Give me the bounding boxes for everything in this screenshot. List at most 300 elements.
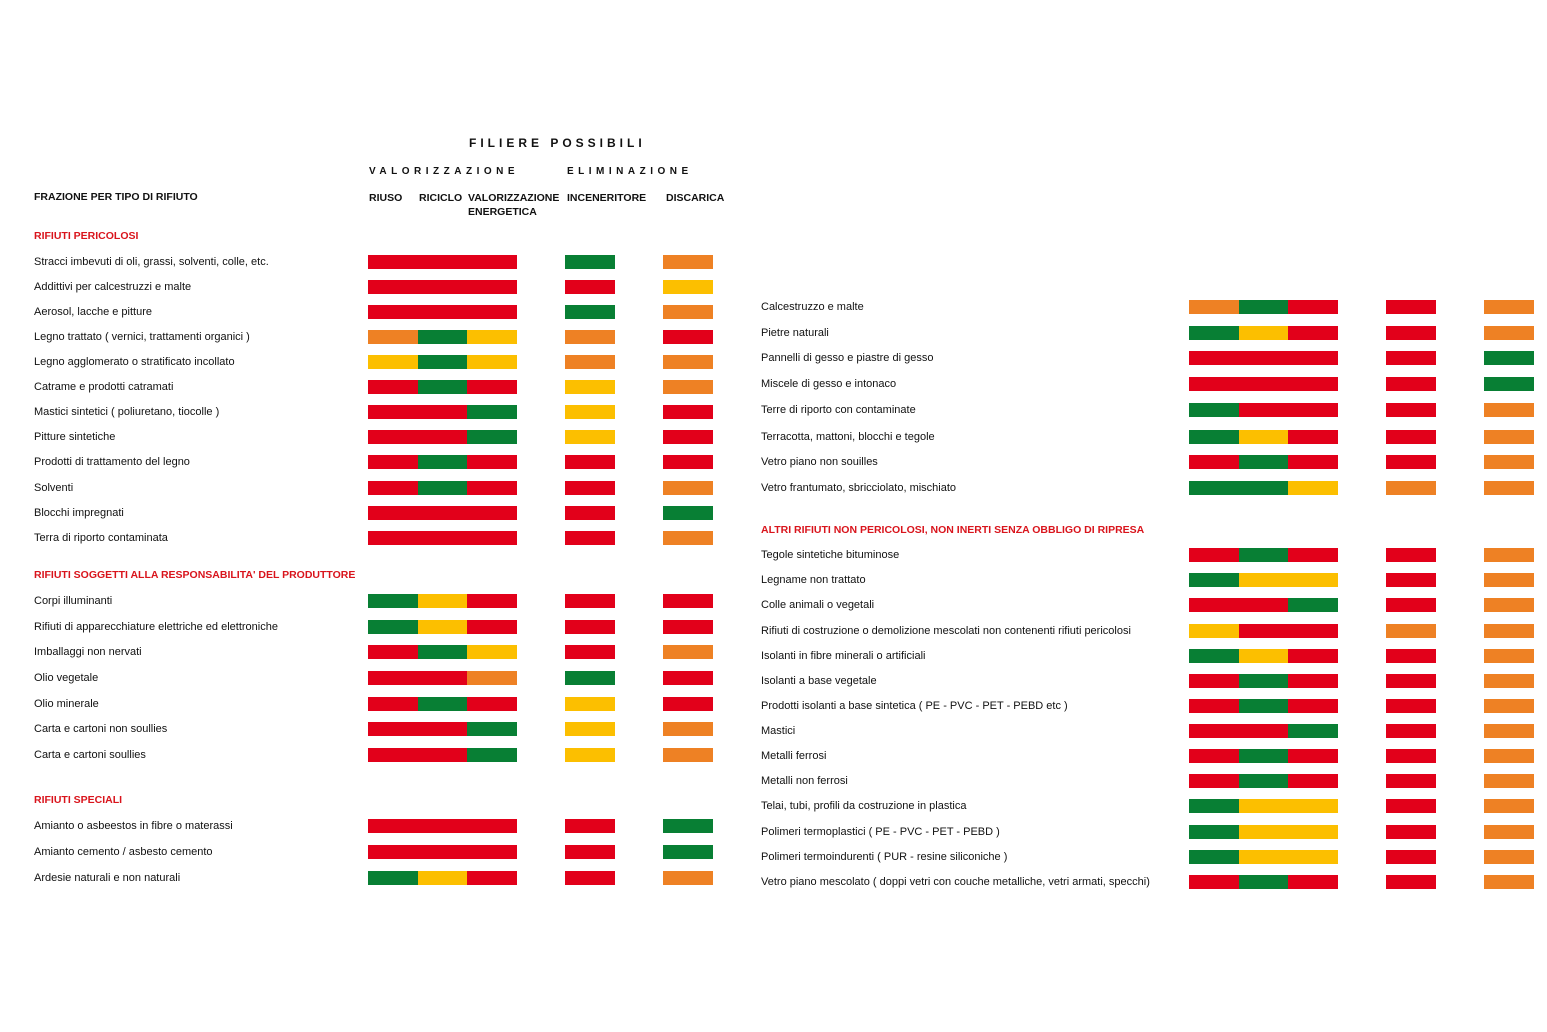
riciclo-segment [418,506,468,520]
riciclo-segment [418,620,468,634]
discarica-cell [663,380,713,394]
col-riciclo-header: RICICLO [419,192,463,204]
recovery-bar [368,380,517,394]
valorizzazione-energetica-segment [1288,699,1338,713]
valorizzazione-energetica-segment [467,645,517,659]
inceneritore-cell [1386,850,1436,864]
valorizzazione-energetica-segment [467,531,517,545]
riuso-segment [368,697,418,711]
valorizzazione-energetica-segment [467,697,517,711]
inceneritore-cell [565,645,615,659]
riciclo-segment [418,280,468,294]
riciclo-segment [1239,799,1289,813]
inceneritore-cell [1386,377,1436,391]
row-label: Pannelli di gesso e piastre di gesso [761,352,934,364]
riciclo-segment [418,380,468,394]
inceneritore-cell [1386,774,1436,788]
row-label: Calcestruzzo e malte [761,301,864,313]
inceneritore-cell [1386,351,1436,365]
row-label: Polimeri termoindurenti ( PUR - resine siliconiche ) [761,851,1008,863]
row-label: Rifiuti di costruzione o demolizione mescolati non contenenti rifiuti pericolosi [761,625,1131,637]
discarica-cell [1484,377,1534,391]
inceneritore-cell [1386,481,1436,495]
riuso-segment [368,531,418,545]
riciclo-segment [1239,481,1289,495]
row-label: Stracci imbevuti di oli, grassi, solventi, colle, etc. [34,256,269,268]
riuso-segment [1189,300,1239,314]
valorizzazione-energetica-segment [1288,875,1338,889]
eliminazione-header: ELIMINAZIONE [567,166,693,177]
recovery-bar [1189,573,1338,587]
riciclo-segment [418,330,468,344]
discarica-cell [1484,624,1534,638]
riuso-segment [368,455,418,469]
inceneritore-cell [565,506,615,520]
discarica-cell [663,481,713,495]
discarica-cell [663,594,713,608]
recovery-bar [1189,799,1338,813]
riuso-segment [368,819,418,833]
recovery-bar [1189,351,1338,365]
valorizzazione-energetica-segment [1288,403,1338,417]
riuso-segment [1189,825,1239,839]
riuso-segment [1189,749,1239,763]
section-title: RIFIUTI SPECIALI [34,794,123,806]
inceneritore-cell [565,697,615,711]
row-label: Metalli ferrosi [761,750,827,762]
recovery-bar [1189,326,1338,340]
riciclo-segment [1239,430,1289,444]
inceneritore-cell [1386,300,1436,314]
recovery-bar [368,748,517,762]
valorizzazione-header: VALORIZZAZIONE [369,166,520,177]
recovery-bar [1189,624,1338,638]
discarica-cell [1484,326,1534,340]
discarica-cell [663,871,713,885]
riciclo-segment [418,255,468,269]
riciclo-segment [1239,403,1289,417]
recovery-bar [1189,430,1338,444]
row-label: Miscele di gesso e intonaco [761,378,897,390]
recovery-bar [1189,598,1338,612]
riuso-segment [1189,351,1239,365]
riciclo-segment [1239,699,1289,713]
valorizzazione-energetica-segment [467,255,517,269]
riciclo-segment [1239,850,1289,864]
col-inceneritore-header: INCENERITORE [567,192,647,204]
valorizzazione-energetica-segment [467,481,517,495]
valorizzazione-energetica-segment [1288,573,1338,587]
riciclo-segment [418,748,468,762]
riciclo-segment [418,430,468,444]
inceneritore-cell [1386,699,1436,713]
row-label: Catrame e prodotti catramati [34,381,174,393]
riuso-segment [368,481,418,495]
riuso-segment [1189,455,1239,469]
discarica-cell [663,671,713,685]
discarica-cell [1484,774,1534,788]
row-label: Blocchi impregnati [34,507,124,519]
recovery-bar [368,819,517,833]
row-label: Rifiuti di apparecchiature elettriche ed elettroniche [34,621,278,633]
col-valorizzazione-energetica-header-line1: VALORIZZAZIONE [468,192,560,204]
row-label: Pietre naturali [761,327,829,339]
row-label: Olio vegetale [34,672,99,684]
inceneritore-cell [565,871,615,885]
riciclo-segment [418,645,468,659]
discarica-cell [663,255,713,269]
riuso-segment [368,280,418,294]
inceneritore-cell [1386,598,1436,612]
riciclo-segment [418,697,468,711]
row-label: Ardesie naturali e non naturali [34,872,181,884]
recovery-bar [1189,774,1338,788]
discarica-cell [663,748,713,762]
inceneritore-cell [565,355,615,369]
valorizzazione-energetica-segment [467,506,517,520]
row-label: Legname non trattato [761,574,866,586]
valorizzazione-energetica-segment [1288,825,1338,839]
riciclo-segment [1239,724,1289,738]
discarica-cell [663,330,713,344]
riuso-segment [368,506,418,520]
valorizzazione-energetica-segment [467,430,517,444]
riuso-segment [368,645,418,659]
discarica-cell [663,845,713,859]
discarica-cell [663,430,713,444]
riciclo-segment [1239,377,1289,391]
discarica-cell [1484,573,1534,587]
inceneritore-cell [1386,825,1436,839]
riuso-segment [1189,724,1239,738]
recovery-bar [1189,455,1338,469]
riuso-segment [368,405,418,419]
riuso-segment [1189,326,1239,340]
discarica-cell [1484,403,1534,417]
riciclo-segment [1239,774,1289,788]
inceneritore-cell [565,671,615,685]
row-label: Terra di riporto contaminata [34,532,168,544]
discarica-cell [663,506,713,520]
discarica-cell [663,722,713,736]
recovery-bar [368,280,517,294]
discarica-cell [663,620,713,634]
riciclo-segment [1239,598,1289,612]
discarica-cell [663,645,713,659]
row-label: Aerosol, lacche e pitture [34,306,153,318]
riciclo-segment [418,355,468,369]
row-label: Vetro piano non souilles [761,456,878,468]
discarica-cell [663,531,713,545]
row-label: Amianto o asbeestos in fibre o materassi [34,820,233,832]
riciclo-segment [418,871,468,885]
row-label: Corpi illuminanti [34,595,113,607]
valorizzazione-energetica-segment [1288,850,1338,864]
recovery-bar [1189,875,1338,889]
row-label: Vetro piano mescolato ( doppi vetri con couche metalliche, vetri armati, specchi) [761,876,1150,888]
recovery-bar [368,645,517,659]
riciclo-segment [1239,649,1289,663]
discarica-cell [663,355,713,369]
discarica-cell [1484,481,1534,495]
inceneritore-cell [565,255,615,269]
valorizzazione-energetica-segment [467,722,517,736]
inceneritore-cell [1386,624,1436,638]
inceneritore-cell [1386,326,1436,340]
valorizzazione-energetica-segment [467,355,517,369]
row-label: Tegole sintetiche bituminose [761,549,900,561]
riciclo-segment [1239,351,1289,365]
recovery-bar [1189,481,1338,495]
row-label: Isolanti a base vegetale [761,675,877,687]
fraction-header: FRAZIONE PER TIPO DI RIFIUTO [34,191,198,203]
riuso-segment [1189,774,1239,788]
recovery-bar [1189,699,1338,713]
col-discarica-header: DISCARICA [666,192,725,204]
riuso-segment [368,620,418,634]
inceneritore-cell [1386,430,1436,444]
row-label: Terracotta, mattoni, blocchi e tegole [761,431,935,443]
riuso-segment [1189,377,1239,391]
riuso-segment [368,380,418,394]
riuso-segment [368,355,418,369]
valorizzazione-energetica-segment [1288,724,1338,738]
valorizzazione-energetica-segment [1288,598,1338,612]
riciclo-segment [1239,573,1289,587]
inceneritore-cell [565,748,615,762]
recovery-bar [1189,850,1338,864]
discarica-cell [1484,598,1534,612]
section-title: RIFIUTI PERICOLOSI [34,230,139,242]
discarica-cell [663,280,713,294]
inceneritore-cell [565,455,615,469]
row-label: Solventi [34,482,74,494]
valorizzazione-energetica-segment [1288,624,1338,638]
riciclo-segment [418,531,468,545]
riuso-segment [368,845,418,859]
riuso-segment [368,594,418,608]
discarica-cell [1484,699,1534,713]
discarica-cell [1484,351,1534,365]
valorizzazione-energetica-segment [467,405,517,419]
valorizzazione-energetica-segment [467,330,517,344]
row-label: Terre di riporto con contaminate [761,404,916,416]
valorizzazione-energetica-segment [1288,430,1338,444]
riciclo-segment [418,305,468,319]
section-title: RIFIUTI SOGGETTI ALLA RESPONSABILITA' DEL PRODUTTORE [34,569,356,581]
valorizzazione-energetica-segment [467,594,517,608]
recovery-bar [368,355,517,369]
row-label: Imballaggi non nervati [34,646,142,658]
riuso-segment [1189,875,1239,889]
riuso-segment [1189,699,1239,713]
riuso-segment [368,255,418,269]
discarica-cell [1484,300,1534,314]
riciclo-segment [418,671,468,685]
riciclo-segment [1239,749,1289,763]
row-label: Vetro frantumato, sbricciolato, mischiato [761,482,957,494]
col-riuso-header: RIUSO [369,192,403,204]
recovery-bar [368,405,517,419]
inceneritore-cell [1386,799,1436,813]
row-label: Mastici [761,725,796,737]
discarica-cell [1484,724,1534,738]
riuso-segment [1189,799,1239,813]
valorizzazione-energetica-segment [1288,749,1338,763]
inceneritore-cell [1386,649,1436,663]
riuso-segment [1189,674,1239,688]
inceneritore-cell [565,280,615,294]
inceneritore-cell [565,722,615,736]
discarica-cell [1484,455,1534,469]
riciclo-segment [1239,300,1289,314]
valorizzazione-energetica-segment [1288,548,1338,562]
riuso-segment [1189,430,1239,444]
valorizzazione-energetica-segment [467,305,517,319]
row-label: Prodotti di trattamento del legno [34,456,190,468]
discarica-cell [663,819,713,833]
valorizzazione-energetica-segment [1288,649,1338,663]
row-label: Carta e cartoni non soullies [34,723,168,735]
valorizzazione-energetica-segment [467,671,517,685]
inceneritore-cell [1386,674,1436,688]
valorizzazione-energetica-segment [467,748,517,762]
recovery-bar [368,531,517,545]
riuso-segment [368,305,418,319]
riciclo-segment [1239,624,1289,638]
riciclo-segment [418,594,468,608]
recovery-bar [368,697,517,711]
recovery-bar [368,255,517,269]
recovery-bar [1189,724,1338,738]
discarica-cell [1484,430,1534,444]
row-label: Telai, tubi, profili da costruzione in plastica [761,800,967,812]
recovery-bar [368,305,517,319]
inceneritore-cell [1386,455,1436,469]
riuso-segment [368,722,418,736]
row-label: Polimeri termoplastici ( PE - PVC - PET - PEBD ) [761,826,1000,838]
inceneritore-cell [1386,573,1436,587]
riuso-segment [1189,598,1239,612]
inceneritore-cell [1386,749,1436,763]
riciclo-segment [418,845,468,859]
valorizzazione-energetica-segment [467,845,517,859]
riuso-segment [1189,573,1239,587]
valorizzazione-energetica-segment [1288,481,1338,495]
recovery-bar [1189,649,1338,663]
riuso-segment [368,430,418,444]
inceneritore-cell [565,819,615,833]
discarica-cell [1484,649,1534,663]
discarica-cell [663,455,713,469]
discarica-cell [663,305,713,319]
recovery-bar [368,455,517,469]
discarica-cell [1484,850,1534,864]
row-label: Mastici sintetici ( poliuretano, tiocolle ) [34,406,220,418]
recovery-bar [1189,377,1338,391]
riciclo-segment [1239,326,1289,340]
riciclo-segment [418,722,468,736]
inceneritore-cell [1386,875,1436,889]
section-title: ALTRI RIFIUTI NON PERICOLOSI, NON INERTI SENZA OBBLIGO DI RIPRESA [761,524,1145,536]
valorizzazione-energetica-segment [1288,799,1338,813]
row-label: Legno trattato ( vernici, trattamenti organici ) [34,331,250,343]
recovery-bar [368,594,517,608]
inceneritore-cell [565,620,615,634]
recovery-bar [368,671,517,685]
valorizzazione-energetica-segment [1288,351,1338,365]
riuso-segment [368,671,418,685]
riciclo-segment [1239,548,1289,562]
row-label: Addittivi per calcestruzzi e malte [34,281,192,293]
inceneritore-cell [1386,548,1436,562]
discarica-cell [1484,799,1534,813]
inceneritore-cell [565,380,615,394]
riciclo-segment [418,819,468,833]
riciclo-segment [1239,455,1289,469]
riuso-segment [1189,850,1239,864]
recovery-bar [368,845,517,859]
row-label: Metalli non ferrosi [761,775,848,787]
riuso-segment [1189,649,1239,663]
valorizzazione-energetica-segment [1288,455,1338,469]
inceneritore-cell [565,430,615,444]
discarica-cell [1484,825,1534,839]
inceneritore-cell [565,481,615,495]
row-label: Legno agglomerato o stratificato incollato [34,356,235,368]
inceneritore-cell [565,405,615,419]
valorizzazione-energetica-segment [467,620,517,634]
valorizzazione-energetica-segment [1288,774,1338,788]
inceneritore-cell [565,594,615,608]
row-label: Isolanti in fibre minerali o artificiali [761,650,926,662]
riciclo-segment [1239,825,1289,839]
recovery-bar [368,722,517,736]
riuso-segment [1189,548,1239,562]
row-label: Carta e cartoni soullies [34,749,146,761]
recovery-bar [1189,825,1338,839]
inceneritore-cell [565,305,615,319]
inceneritore-cell [565,330,615,344]
valorizzazione-energetica-segment [467,871,517,885]
recovery-bar [1189,674,1338,688]
riciclo-segment [418,481,468,495]
recovery-bar [368,330,517,344]
riuso-segment [368,748,418,762]
valorizzazione-energetica-segment [1288,326,1338,340]
recovery-bar [368,430,517,444]
recovery-bar [1189,548,1338,562]
inceneritore-cell [565,531,615,545]
row-label: Colle animali o vegetali [761,599,875,611]
discarica-cell [663,405,713,419]
recovery-bar [1189,749,1338,763]
page-title: FILIERE POSSIBILI [469,136,646,150]
riuso-segment [1189,481,1239,495]
valorizzazione-energetica-segment [1288,377,1338,391]
recovery-bar [368,481,517,495]
valorizzazione-energetica-segment [1288,300,1338,314]
discarica-cell [663,697,713,711]
row-label: Olio minerale [34,698,99,710]
valorizzazione-energetica-segment [467,819,517,833]
discarica-cell [1484,749,1534,763]
valorizzazione-energetica-segment [1288,674,1338,688]
riciclo-segment [1239,674,1289,688]
riuso-segment [368,871,418,885]
discarica-cell [1484,674,1534,688]
valorizzazione-energetica-segment [467,380,517,394]
